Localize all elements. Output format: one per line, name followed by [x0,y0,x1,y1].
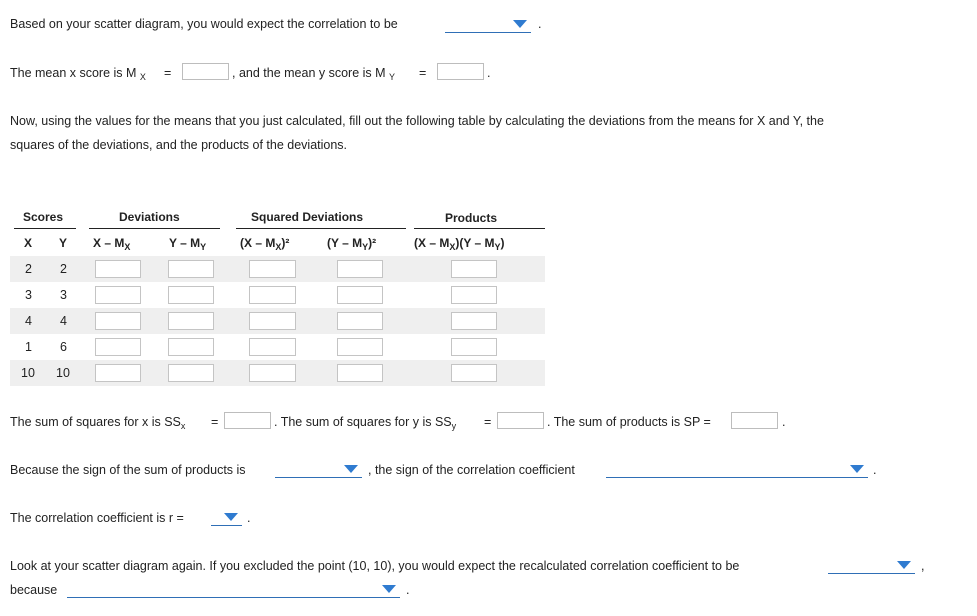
y-squared-input[interactable] [337,312,383,330]
mean-y-input[interactable] [437,63,484,80]
table-row [10,308,545,334]
product-input[interactable] [451,312,497,330]
col-y-squared: $(Y - M_Y)^2$ [327,236,377,252]
ssx-input[interactable] [224,412,271,429]
chevron-down-icon [513,20,527,28]
col-products: $(X - M_X)(Y - M_Y)$ [414,236,505,252]
excluded-comma: , [921,559,925,573]
mean-x-label: The mean x score is M $_X$ [10,66,146,82]
y-value: 4 [60,314,67,328]
means-period: . [487,66,491,80]
because-label: because [10,583,58,597]
correlation-expectation-prompt: Based on your scatter diagram, you would expect the correlation to be [10,17,398,31]
product-input[interactable] [451,364,497,382]
x-value: 2 [25,262,32,276]
r-dropdown[interactable] [211,508,242,526]
sum-products-sign-dropdown[interactable] [275,460,362,478]
table-row [10,334,545,360]
chevron-down-icon [850,465,864,473]
correlation-sign-dropdown[interactable] [606,460,868,478]
col-y: Y [59,236,68,250]
col-x-squared: $(X - M_X)^2$ [240,236,290,252]
y-value: 3 [60,288,67,302]
deviations-header: Deviations [119,210,180,224]
correlation-expectation-dropdown[interactable] [445,15,531,33]
ssx-label: The sum of squares for x is $SS_x$ [10,415,186,431]
y-squared-input[interactable] [337,338,383,356]
table-row [10,282,545,308]
x-deviation-input[interactable] [95,260,141,278]
r-prompt: The correlation coefficient is r = [10,511,184,525]
y-squared-input[interactable] [337,364,383,382]
recalculated-correlation-dropdown[interactable] [828,556,915,574]
squared-deviations-header: Squared Deviations [251,210,364,224]
instructions-line1: Now, using the values for the means that you just calculated, fill out the following table by calculating the deviations from the means for X and Y, the [10,114,824,128]
y-deviation-input[interactable] [168,286,214,304]
sign-prompt: Because the sign of the sum of products is [10,463,246,477]
table-row [10,360,545,386]
y-deviation-input[interactable] [168,260,214,278]
y-squared-input[interactable] [337,286,383,304]
products-underline [414,228,545,229]
mean-x-input[interactable] [182,63,229,80]
x-value: 1 [25,340,32,354]
chevron-down-icon [897,561,911,569]
y-value: 10 [56,366,70,380]
y-deviation-input[interactable] [168,364,214,382]
sums-period: . [782,415,786,429]
mean-y-equals: = [419,66,427,80]
chevron-down-icon [382,585,396,593]
scores-header: Scores [23,210,64,224]
col-x: X [24,236,33,250]
product-input[interactable] [451,338,497,356]
excluded-prompt: Look at your scatter diagram again. If you excluded the point (10, 10), you would expect the recalculated correlation coefficient to be [10,559,740,573]
col-x-deviation: X – $M_X$ [93,236,131,252]
sign-prompt-continued: , the sign of the correlation coefficient [368,463,575,477]
y-value: 2 [60,262,67,276]
x-deviation-input[interactable] [95,338,141,356]
y-deviation-input[interactable] [168,338,214,356]
deviations-underline [89,228,220,229]
ssx-equals: = [211,415,219,429]
mean-x-equals: = [164,66,172,80]
q1-period: . [538,17,542,31]
x-value: 3 [25,288,32,302]
because-period: . [406,583,410,597]
y-value: 6 [60,340,67,354]
ssy-label: . The sum of squares for y is $SS_y$ [274,415,457,431]
x-value: 4 [25,314,32,328]
products-header: Products [445,211,498,225]
x-squared-input[interactable] [249,286,296,304]
x-squared-input[interactable] [249,338,296,356]
x-deviation-input[interactable] [95,364,141,382]
col-y-deviation: Y – $M_Y$ [169,236,207,252]
scores-underline [14,228,76,229]
x-squared-input[interactable] [249,260,296,278]
table-row [10,256,545,282]
y-deviation-input[interactable] [168,312,214,330]
chevron-down-icon [344,465,358,473]
product-input[interactable] [451,260,497,278]
squared-underline [236,228,406,229]
x-squared-input[interactable] [249,364,296,382]
because-dropdown[interactable] [67,580,400,598]
x-deviation-input[interactable] [95,312,141,330]
r-period: . [247,511,251,525]
mean-y-label: , and the mean y score is M $_Y$ [232,66,396,82]
ssy-input[interactable] [497,412,544,429]
ssy-equals: = [484,415,492,429]
x-squared-input[interactable] [249,312,296,330]
x-deviation-input[interactable] [95,286,141,304]
product-input[interactable] [451,286,497,304]
x-value: 10 [21,366,35,380]
sign-period: . [873,463,877,477]
y-squared-input[interactable] [337,260,383,278]
sp-label: . The sum of products is SP = [547,415,711,429]
instructions-line2: squares of the deviations, and the products of the deviations. [10,138,348,152]
chevron-down-icon [224,513,238,521]
sp-input[interactable] [731,412,778,429]
